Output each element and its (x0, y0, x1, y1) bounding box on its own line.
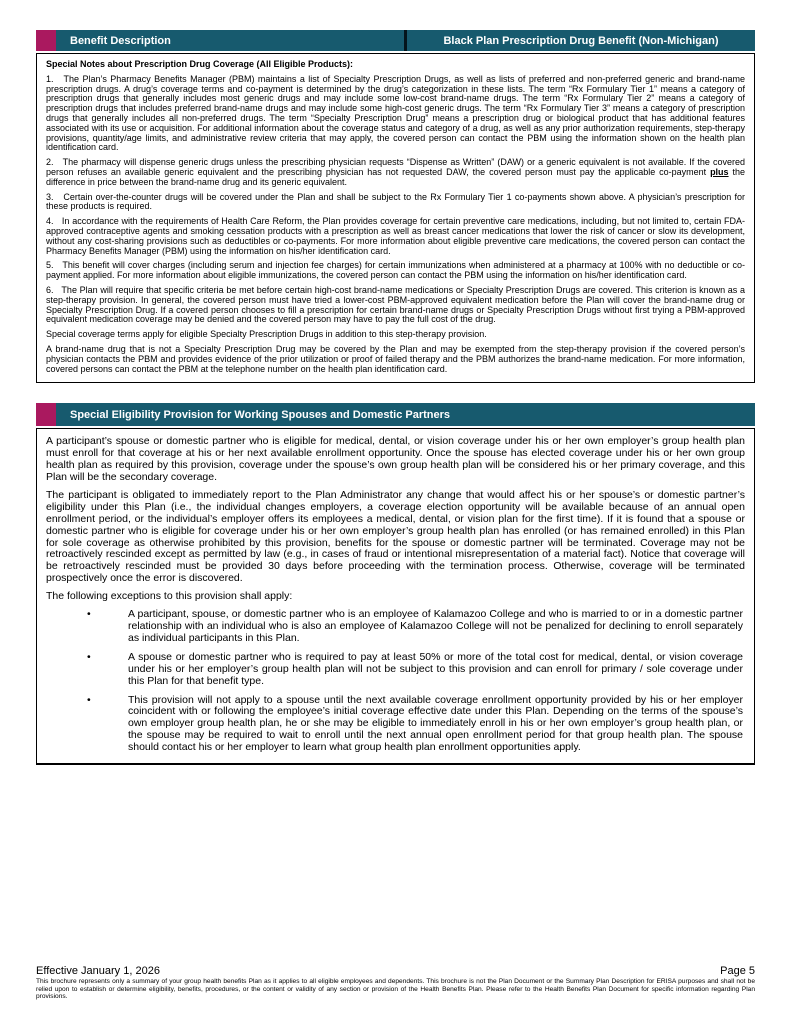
special-eligibility-banner (36, 403, 755, 426)
benefit-description-banner (36, 30, 755, 51)
eligibility-banner-title: Special Eligibility Provision for Working Spouses and Domestic Partners (70, 408, 450, 421)
note-paragraph-special-coverage: Special coverage terms apply for eligible Specialty Prescription Drugs in addition to this step-therapy provision. (46, 329, 487, 340)
page-number: Page 5 (720, 965, 755, 977)
eligibility-paragraph-1: A participant’s spouse or domestic partner who is eligible for medical, dental, or vision coverage under his or her own employer’s group health plan must enroll for that coverage at his or her next available enrollment opportunity. Once the spouse has elected coverage under his or her own group health plan as required by this provision, coverage under the spouse’s own group health plan will be considered his or her primary coverage, and this Plan will be the secondary coverage. (46, 435, 745, 484)
page-footer (36, 965, 755, 1001)
notes-title: Special Notes about Prescription Drug Coverage (All Eligible Products): (46, 59, 354, 69)
note-paragraph-6: 6. The Plan will require that specific criteria be met before certain high-cost brand-name medications or Specialty Prescription Drugs are covered. This criterion is known as a step-therapy provision. In general, the covered person must have tried a lower-cost PBM-approved equivalent medication before the Plan will cover the brand-name drug or Specialty Prescription Drug. If a covered person chooses to fill a prescription for certain brand-name drugs or Specialty Prescription Drugs without first trying a PBM-approved equivalent medication coverage may be denied and the covered person may have to pay the full cost of the drug. (46, 284, 745, 325)
eligibility-paragraph-2: The participant is obligated to immediately report to the Plan Administrator any change that would affect his or her spouse’s or domestic partner’s eligibility under this Plan (i.e., the individual changes employers, a coverage election opportunity will be available because of an annual open enrollment period, or the individual’s employer offers its employees a medical, dental, or vision plan for the first time). If it is found that a spouse or domestic partner who is eligible for coverage under his or her own employer’s group health plan has enrolled (or has remained enrolled) in this Plan for sole coverage as otherwise prohibited by this provision, benefits for the spouse or domestic partner will be terminated. Coverage may not be retroactively rescinded except as permitted by law (e.g., in cases of fraud or intentional misrepresentation of a material fact). Notice that coverage will be retroactively rescinded must be provided 30 days before proceeding with the termination process. Otherwise, coverage will be terminated prospectively once the error is discovered. (46, 488, 745, 585)
exception-item-3: • This provision will not apply to a spouse until the next available coverage enrollment opportunity provided by his or her employer coincident with or following the employee’s initial coverage effective date under this Plan. Depending on the terms of the spouse’s own employer group health plan, he or she may be eligible to immediately enroll in his or her own employer’s group health plan, or the spouse may be required to wait to enroll until the next annual open enrollment period for that group health plan. The spouse should contact his or her employer to learn what group health plan enrollment opportunities apply. (46, 695, 745, 755)
eligibility-paragraph-3: The following exceptions to this provision shall apply: (46, 590, 293, 603)
prescription-notes-box (36, 53, 755, 383)
note-paragraph-5: 5. This benefit will cover charges (including serum and injection fee charges) for certain immunizations when administered at a pharmacy at 100% with no deductible or co-payment applied. For more information about eligible immunizations, the covered person can contact the PBM using the information on his/her identification card. (46, 260, 745, 281)
exceptions-list (46, 609, 745, 754)
note-2-post: the difference in price between the brand-name drug and its generic equivalent. (46, 166, 745, 187)
note-2-plus-emphasis: plus (710, 166, 729, 177)
exception-item-1: • A participant, spouse, or domestic partner who is an employee of Kalamazoo College and who is married to or in a domestic partner relationship with an individual who is also an employee of Kalamazoo College will not be penalized for declining to enroll separately as individual participants in this Plan. (46, 609, 745, 645)
banner-right-title: Black Plan Prescription Drug Benefit (Non-Michigan) (443, 34, 719, 47)
magenta-accent-square (36, 30, 56, 51)
footer-disclaimer: This brochure represents only a summary of your group health benefits Plan as it applies to all eligible employees and dependents. This brochure is not the Plan Document or the Summary Plan Description for ERISA purposes and shall not be relied upon to establish or determine eligibility, benefits, procedures, or the content or validity of any section or provision of the Health Benefits Plan. Please refer to the Health Benefits Plan Document for specific information regarding Plan provisions. (36, 978, 755, 1000)
page-content (36, 30, 755, 765)
note-paragraph-brand-name: A brand-name drug that is not a Specialty Prescription Drug may be covered by the Plan and may be exempted from the step-therapy provision if the covered person’s physician contacts the PBM and provides evidence of the prior utilization or proof of failed therapy and the PBM authorizes the brand-name medication. For more information, covered persons can contact the PBM at the telephone number on the health plan identification card. (46, 343, 745, 374)
note-2-pre: 2. The pharmacy will dispense generic drugs unless the prescribing physician requests “Dispense as Written” (DAW) or a generic equivalent is not available. If the covered person refuses an available generic equivalent and the prescribing physician has not requested DAW, the covered person must pay the applicable co-payment (46, 157, 745, 177)
note-paragraph-1: 1. The Plan’s Pharmacy Benefits Manager (PBM) maintains a list of Specialty Prescription Drugs, as well as lists of preferred and non-preferred generic and brand-name prescription drugs. A drug’s coverage terms and co-payment is determined by the drug’s categorization in these lists. The term “Rx Formulary Tier 1” means a category of prescription drugs that generally includes most generic drugs and may include some low-cost brand-name drugs. The term “Rx Formulary Tier 2” means a category of prescription drugs that includes preferred brand-name drugs and may include some high-cost generic drugs. The term “Rx Formulary Tier 3” means a category of prescription drugs that generally includes all non-preferred drugs. The term “Specialty Prescription Drug” means a prescription drug or biological product that has additional features associated with its use or acquisition. For additional information about the coverage status and category of a drug, as well as any prior authorization requirements, step-therapy provisions, quantity/age limits, and administrative review criteria that may apply, the covered person can contact the PBM using the information shown on the health plan identification card. (46, 73, 745, 153)
note-paragraph-2 (46, 158, 745, 187)
magenta-accent-square (36, 403, 56, 426)
effective-date: Effective January 1, 2026 (36, 965, 160, 977)
exception-item-2: • A spouse or domestic partner who is required to pay at least 50% or more of the total cost for medical, dental, or vision coverage under his or her employer’s group health plan will not be subject to this provision and can enroll for primary / sole coverage under this Plan for that benefit type. (46, 652, 745, 688)
note-paragraph-3: 3. Certain over-the-counter drugs will be covered under the Plan and shall be subject to the Rx Formulary Tier 1 co-payments shown above. A physician’s prescription for these products is required. (46, 191, 745, 212)
banner-left-title: Benefit Description (70, 34, 171, 47)
note-paragraph-4: 4. In accordance with the requirements of Health Care Reform, the Plan provides coverage for certain preventive care medications, including, but not limited to, certain FDA-approved contraceptive agents and smoking cessation products with a prescription as well as breast cancer medications that lower the risk of cancer or slow its development, without any cost-sharing provisions such as deductibles or co-payments. For more information about eligible preventive care medications, the covered person can contact the Pharmacy Benefits Manager (PBM) using the information on his/her identification card. (46, 216, 745, 256)
footer-row (36, 965, 755, 977)
eligibility-provision-box (36, 428, 755, 765)
